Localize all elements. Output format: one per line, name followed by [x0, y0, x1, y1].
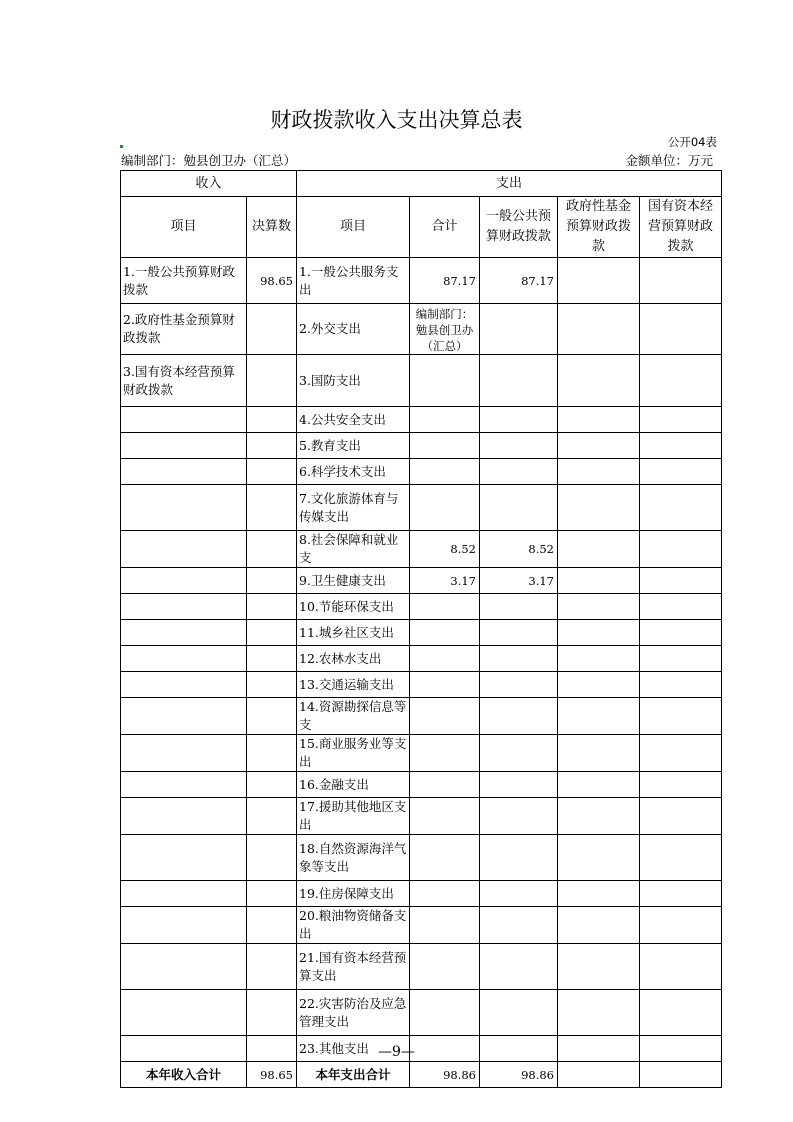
col-fund: 政府性基金预算财政拨款	[558, 197, 640, 258]
state-cell	[640, 646, 722, 672]
state-cell	[640, 568, 722, 594]
general-cell: 87.17	[480, 258, 558, 304]
expense-item-cell: 9.卫生健康支出	[297, 568, 410, 594]
fund-cell	[558, 698, 640, 735]
table-row	[121, 881, 722, 907]
table-row	[121, 355, 722, 407]
income-amount-cell	[247, 907, 297, 944]
page-number: —9—	[378, 1044, 415, 1060]
state-cell	[640, 531, 722, 568]
fund-cell	[558, 459, 640, 485]
table-row	[121, 258, 722, 304]
expense-item-cell: 19.住房保障支出	[297, 881, 410, 907]
income-total-amount: 98.65	[247, 1062, 297, 1088]
income-amount-cell	[247, 672, 297, 698]
expense-item-cell: 6.科学技术支出	[297, 459, 410, 485]
income-amount-cell	[247, 594, 297, 620]
income-amount-cell	[247, 407, 297, 433]
expense-item-cell: 5.教育支出	[297, 433, 410, 459]
general-cell	[480, 433, 558, 459]
total-cell	[410, 735, 480, 772]
income-item-cell	[121, 407, 247, 433]
expense-item-cell: 20.粮油物资储备支出	[297, 907, 410, 944]
state-cell	[640, 672, 722, 698]
income-amount-cell	[247, 646, 297, 672]
table-row	[121, 672, 722, 698]
totals-row	[121, 1062, 722, 1088]
state-cell	[640, 772, 722, 798]
total-cell	[410, 459, 480, 485]
income-item-cell	[121, 907, 247, 944]
table-row	[121, 568, 722, 594]
fund-cell	[558, 594, 640, 620]
table-row	[121, 698, 722, 735]
state-total-amount	[640, 1062, 722, 1088]
general-cell: 8.52	[480, 531, 558, 568]
general-cell	[480, 698, 558, 735]
fund-cell	[558, 531, 640, 568]
expense-total-label: 本年支出合计	[297, 1062, 410, 1088]
general-cell	[480, 907, 558, 944]
expense-total-amount: 98.86	[410, 1062, 480, 1088]
col-general: 一般公共预算财政拨款	[480, 197, 558, 258]
total-cell	[410, 881, 480, 907]
table-row	[121, 459, 722, 485]
department-label: 编制部门：勉县创卫办（汇总）	[121, 153, 297, 168]
general-cell	[480, 798, 558, 835]
table-row	[121, 485, 722, 531]
general-cell	[480, 594, 558, 620]
income-amount-cell	[247, 835, 297, 881]
expense-item-cell: 2.外交支出	[297, 304, 410, 355]
total-cell	[410, 835, 480, 881]
total-cell	[410, 594, 480, 620]
state-cell	[640, 485, 722, 531]
table-row	[121, 735, 722, 772]
state-cell	[640, 258, 722, 304]
fund-cell	[558, 568, 640, 594]
income-item-cell	[121, 433, 247, 459]
expense-item-cell: 1.一般公共服务支出	[297, 258, 410, 304]
income-amount-cell	[247, 698, 297, 735]
table-row	[121, 772, 722, 798]
expense-item-cell: 17.援助其他地区支出	[297, 798, 410, 835]
fund-cell	[558, 304, 640, 355]
total-cell	[410, 772, 480, 798]
fund-cell	[558, 944, 640, 990]
fund-cell	[558, 407, 640, 433]
expense-item-cell: 23.其他支出	[297, 1036, 410, 1062]
state-cell	[640, 620, 722, 646]
income-item-cell	[121, 881, 247, 907]
expense-item-cell: 8.社会保障和就业支	[297, 531, 410, 568]
state-cell	[640, 459, 722, 485]
general-cell	[480, 459, 558, 485]
total-cell	[410, 698, 480, 735]
income-amount-cell	[247, 485, 297, 531]
fund-cell	[558, 355, 640, 407]
total-cell	[410, 304, 480, 355]
total-cell	[410, 646, 480, 672]
general-total-amount: 98.86	[480, 1062, 558, 1088]
expense-item-cell: 15.商业服务业等支出	[297, 735, 410, 772]
income-amount-cell	[247, 304, 297, 355]
fund-cell	[558, 835, 640, 881]
fund-cell	[558, 433, 640, 459]
income-amount-cell	[247, 531, 297, 568]
general-cell	[480, 620, 558, 646]
general-cell	[480, 407, 558, 433]
income-item-cell	[121, 698, 247, 735]
total-cell	[410, 672, 480, 698]
state-cell	[640, 990, 722, 1036]
fund-cell	[558, 990, 640, 1036]
general-cell	[480, 735, 558, 772]
general-cell	[480, 672, 558, 698]
income-item-cell	[121, 620, 247, 646]
expense-header: 支出	[297, 171, 722, 197]
general-cell	[480, 772, 558, 798]
fund-cell	[558, 672, 640, 698]
expense-item-cell: 16.金融支出	[297, 772, 410, 798]
col-income-item: 项目	[121, 197, 247, 258]
column-header-row	[121, 197, 722, 258]
income-item-cell	[121, 646, 247, 672]
income-item-cell	[121, 531, 247, 568]
fund-cell	[558, 735, 640, 772]
total-cell	[410, 485, 480, 531]
fund-cell	[558, 907, 640, 944]
income-amount-cell	[247, 798, 297, 835]
expense-item-cell: 4.公共安全支出	[297, 407, 410, 433]
income-amount-cell	[247, 568, 297, 594]
table-row	[121, 798, 722, 835]
state-cell	[640, 594, 722, 620]
form-code: 公开04表	[667, 135, 717, 149]
cell-marker	[120, 145, 123, 148]
income-amount-cell	[247, 620, 297, 646]
general-cell	[480, 881, 558, 907]
general-cell	[480, 944, 558, 990]
table-row	[121, 304, 722, 355]
general-cell	[480, 646, 558, 672]
total-cell	[410, 433, 480, 459]
income-item-cell	[121, 944, 247, 990]
col-total: 合计	[410, 197, 480, 258]
fund-cell	[558, 772, 640, 798]
table-row	[121, 407, 722, 433]
expense-item-cell: 3.国防支出	[297, 355, 410, 407]
income-amount-cell	[247, 944, 297, 990]
income-item-cell	[121, 798, 247, 835]
total-cell	[410, 990, 480, 1036]
general-cell	[480, 355, 558, 407]
state-cell	[640, 433, 722, 459]
total-cell	[410, 944, 480, 990]
expense-item-cell: 18.自然资源海洋气象等支出	[297, 835, 410, 881]
fund-total-amount	[558, 1062, 640, 1088]
income-amount-cell	[247, 990, 297, 1036]
general-cell	[480, 304, 558, 355]
table-row	[121, 531, 722, 568]
expense-item-cell: 14.资源勘探信息等支	[297, 698, 410, 735]
fund-cell	[558, 646, 640, 672]
financial-table	[120, 170, 722, 1088]
general-cell: 3.17	[480, 568, 558, 594]
state-cell	[640, 835, 722, 881]
expense-item-cell: 7.文化旅游体育与传媒支出	[297, 485, 410, 531]
income-item-cell	[121, 594, 247, 620]
income-item-cell: 3.国有资本经营预算财政拨款	[121, 355, 247, 407]
income-amount-cell	[247, 459, 297, 485]
table-row	[121, 990, 722, 1036]
expense-item-cell: 10.节能环保支出	[297, 594, 410, 620]
expense-item-cell: 11.城乡社区支出	[297, 620, 410, 646]
total-cell	[410, 907, 480, 944]
income-amount-cell: 98.65	[247, 258, 297, 304]
income-item-cell	[121, 568, 247, 594]
income-item-cell: 2.政府性基金预算财政拨款	[121, 304, 247, 355]
fund-cell	[558, 620, 640, 646]
total-cell	[410, 407, 480, 433]
expense-item-cell: 13.交通运输支出	[297, 672, 410, 698]
income-amount-cell	[247, 355, 297, 407]
income-item-cell	[121, 735, 247, 772]
income-amount-cell	[247, 433, 297, 459]
fund-cell	[558, 485, 640, 531]
total-cell	[410, 620, 480, 646]
total-cell	[410, 355, 480, 407]
state-cell	[640, 735, 722, 772]
page-title: 财政拨款收入支出决算总表	[270, 108, 523, 132]
fund-cell	[558, 798, 640, 835]
table-row	[121, 433, 722, 459]
income-amount-cell	[247, 772, 297, 798]
table-row	[121, 646, 722, 672]
income-item-cell	[121, 672, 247, 698]
col-state: 国有资本经营预算财政拨款	[640, 197, 722, 258]
general-cell	[480, 990, 558, 1036]
expense-item-cell: 21.国有资本经营预算支出	[297, 944, 410, 990]
fund-cell	[558, 258, 640, 304]
income-amount-cell	[247, 735, 297, 772]
state-cell	[640, 798, 722, 835]
income-total-label: 本年收入合计	[121, 1062, 247, 1088]
income-amount-cell	[247, 881, 297, 907]
group-header-row	[121, 171, 722, 197]
total-cell: 87.17	[410, 258, 480, 304]
state-cell	[640, 304, 722, 355]
general-cell	[480, 835, 558, 881]
fund-cell	[558, 881, 640, 907]
income-item-cell	[121, 485, 247, 531]
total-cell: 3.17	[410, 568, 480, 594]
unit-label: 金额单位：万元	[625, 153, 713, 168]
state-cell	[640, 698, 722, 735]
col-expense-item: 项目	[297, 197, 410, 258]
total-cell: 8.52	[410, 531, 480, 568]
state-cell	[640, 944, 722, 990]
income-item-cell: 1.一般公共预算财政拨款	[121, 258, 247, 304]
expense-item-cell: 22.灾害防治及应急管理支出	[297, 990, 410, 1036]
col-amount: 决算数	[247, 197, 297, 258]
table-row	[121, 907, 722, 944]
expense-item-cell: 12.农林水支出	[297, 646, 410, 672]
income-item-cell	[121, 772, 247, 798]
income-item-cell	[121, 835, 247, 881]
stray-note-text: 编制部门：勉县创卫办（汇总）	[415, 307, 474, 353]
table-row	[121, 620, 722, 646]
state-cell	[640, 355, 722, 407]
table-row	[121, 944, 722, 990]
income-item-cell	[121, 990, 247, 1036]
income-item-cell	[121, 459, 247, 485]
table-row	[121, 594, 722, 620]
table-row	[121, 835, 722, 881]
state-cell	[640, 907, 722, 944]
general-cell	[480, 485, 558, 531]
total-cell	[410, 798, 480, 835]
state-cell	[640, 407, 722, 433]
state-cell	[640, 881, 722, 907]
income-header: 收入	[121, 171, 297, 197]
